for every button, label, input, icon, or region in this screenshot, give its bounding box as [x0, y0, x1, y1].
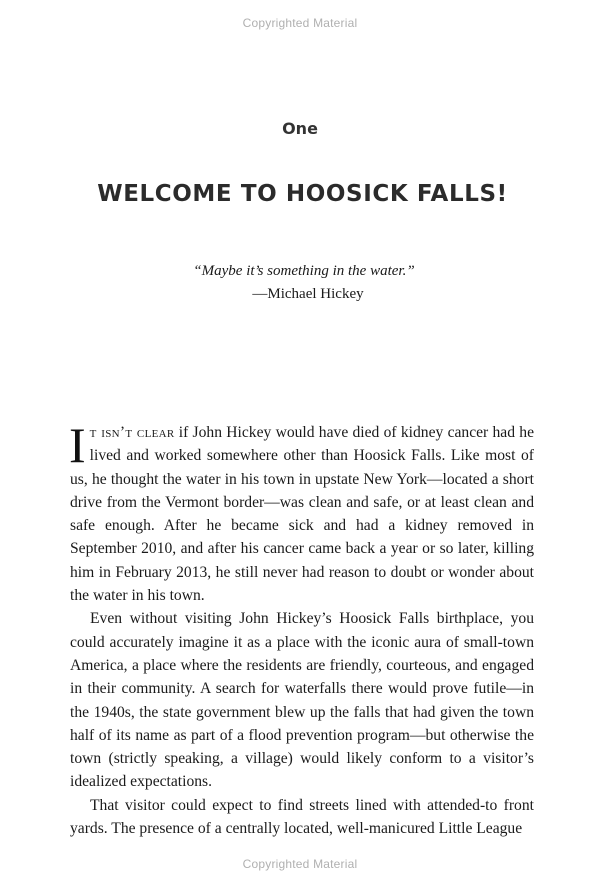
lead-in: t isn’t clear: [89, 424, 175, 441]
epigraph-quote: “Maybe it’s something in the water.”: [193, 263, 415, 279]
paragraph-2: Even without visiting John Hickey’s Hoosick Falls birthplace, you could accurately imagine it as a place with the iconic aura of small-town America, a place where the residents are friendly, courteous, and engaged in their community. A search for waterfalls there would prove futile—in the 1940s, the state government blew up the falls that had given the town half of its name as part of a flood prevention program—but otherwise the town (strictly speaking, a village) would likely conform to a visitor’s idealized expectations.: [70, 610, 534, 791]
chapter-body: [69, 417, 535, 840]
epigraph: [0, 260, 600, 306]
watermark-bottom: Copyrighted Material: [242, 857, 358, 871]
chapter-title: WELCOME TO HOOSICK FALLS!: [97, 181, 508, 207]
watermark-top: Copyrighted Material: [242, 16, 358, 30]
paragraph-1-text: if John Hickey would have died of kidney cancer had he lived and worked somewhere other than Hoosick Falls. Like most of us, he thought the water in his town in upstate New York—located a short drive from the Vermont border—was clean and safe, or at least clean and safe enough. After he became sick and had a kidney removed in September 2010, and after his cancer came back a year or so later, killing him in February 2013, he still never had reason to doubt or wonder about the water in his town.: [70, 424, 535, 605]
chapter-number: One: [282, 119, 318, 138]
epigraph-attribution: —Michael Hickey: [252, 286, 364, 302]
paragraph-1: [69, 417, 535, 607]
paragraph-3: That visitor could expect to find streets lined with attended-to front yards. The presence of a centrally located, well-manicured Little League: [70, 796, 534, 838]
drop-cap: I: [69, 417, 86, 473]
